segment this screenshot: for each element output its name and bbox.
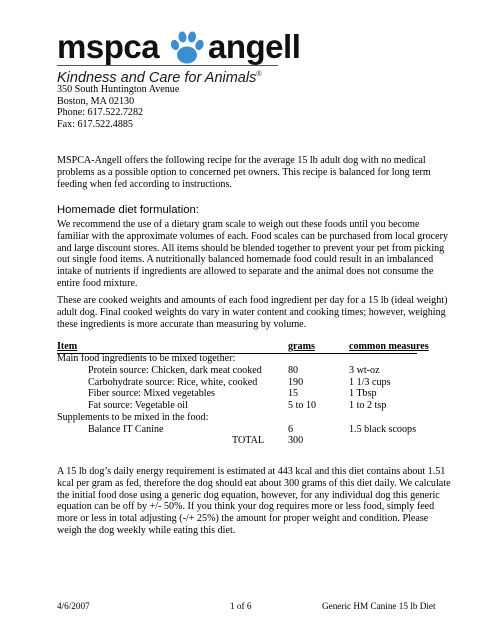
row-measure: 1 Tbsp <box>349 388 377 399</box>
footer-document-name: Generic HM Canine 15 lb Diet <box>322 601 436 611</box>
col-header-grams: grams <box>288 341 315 352</box>
row-grams: 5 to 10 <box>288 400 317 411</box>
address-street: 350 South Huntington Avenue <box>57 84 180 95</box>
address-city: Boston, MA 02130 <box>57 95 135 107</box>
row-item: Protein source: Chicken, dark meat cooked <box>88 365 262 376</box>
row-item: Carbohydrate source: Rice, white, cooked <box>88 377 258 388</box>
total-label: TOTAL <box>232 435 265 446</box>
total-grams: 300 <box>288 435 304 446</box>
logo-mspca: mspca <box>57 28 160 65</box>
fax-number: Fax: 617.522.4885 <box>57 119 133 131</box>
row-item: Balance IT Canine <box>88 424 164 435</box>
footer-page-number: 1 of 6 <box>230 601 252 611</box>
row-measure: 1.5 black scoops <box>349 424 416 435</box>
row-item: Fat source: Vegetable oil <box>88 400 188 411</box>
formulation-paragraph: We recommend the use of a dietary gram scale to weigh out these foods until you become familiar with the approximate volumes of each. Food scales can be purchased from local grocery and large discount stores. All items should be blended together to prevent your pet from picking out single food items. A nutritionally balanced homemade food could result in an imbalanced intake of nutrients if ingredients are allowed to separate and the animal does not consume the entire food mixture. <box>57 219 448 289</box>
logo-angell: angell <box>208 28 301 65</box>
footer-date: 4/6/2007 <box>57 601 90 611</box>
col-header-measures: common measures <box>349 341 429 352</box>
address-block <box>57 84 179 131</box>
intro-paragraph: MSPCA-Angell offers the following recipe for the average 15 lb adult dog with no medical problems as a possible option to concerned pet owners. This recipe is balanced for long term feeding when fed according to instructions. <box>57 155 431 190</box>
row-measure: 1 to 2 tsp <box>349 400 387 411</box>
row-grams: 190 <box>288 377 304 388</box>
section-heading: Homemade diet formulation: <box>57 204 199 216</box>
supplements-label: Supplements to be mixed in the food: <box>57 412 209 423</box>
tagline: Kindness and Care for Animals® <box>57 70 262 86</box>
main-ingredients-label: Main food ingredients to be mixed together: <box>57 353 236 364</box>
paw-print-icon <box>166 28 208 68</box>
row-grams: 80 <box>288 365 299 376</box>
row-grams: 15 <box>288 388 299 399</box>
weights-paragraph: These are cooked weights and amounts of each food ingredient per day for a 15 lb (ideal weight) adult dog. Final cooked weights do vary in water content and cooking times; however, weighing these ingredients is more accurate than measuring by volume. <box>57 295 448 330</box>
logo-rule <box>57 65 278 66</box>
energy-paragraph: A 15 lb dog’s daily energy requirement is estimated at 443 kcal and this diet contains about 1.51 kcal per gram as fed, therefore the dog should eat about 300 grams of this diet daily. We calculate the initial food dose using a generic dog equation, however, for any individual dog this generic equation can be off by +/- 50%. If you think your dog requires more or less food, simply feed more or less in total adjusting (-/+ 25%) the amount for proper weight and condition. Please weigh the dog weekly while eating this diet. <box>57 466 451 536</box>
row-item: Fiber source: Mixed vegetables <box>88 388 215 399</box>
row-measure: 3 wt-oz <box>349 365 380 376</box>
phone-number: Phone: 617.522.7282 <box>57 107 144 119</box>
row-measure: 1 1/3 cups <box>349 377 391 388</box>
col-header-item: Item <box>57 341 78 352</box>
row-grams: 6 <box>288 424 294 435</box>
